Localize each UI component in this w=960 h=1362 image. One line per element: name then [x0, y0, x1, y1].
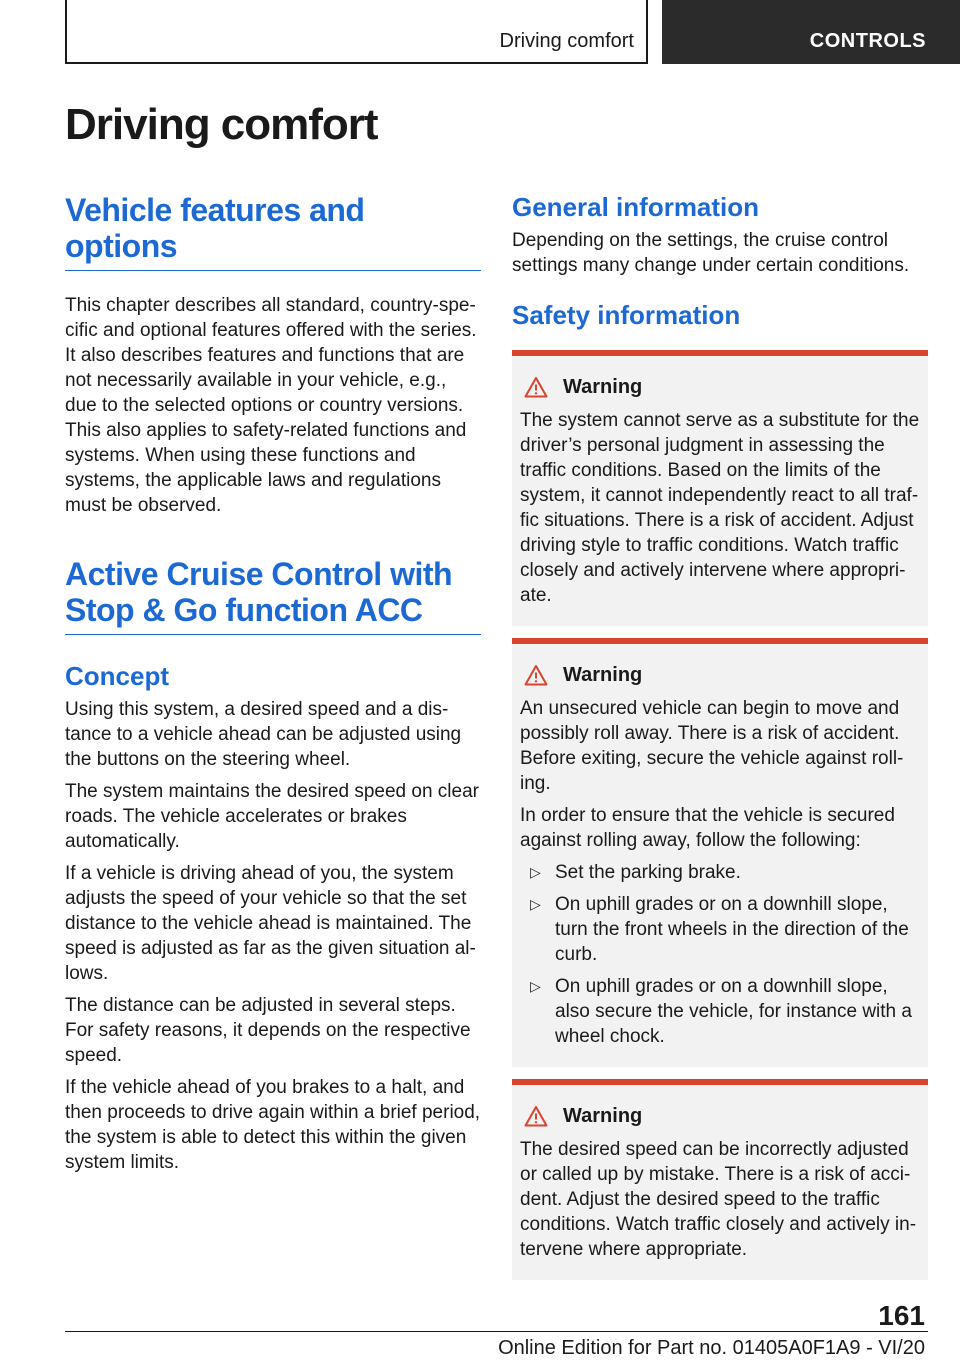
left-column: [65, 192, 481, 1175]
warning-box: [512, 1079, 928, 1280]
safety-heading: Safety information: [512, 300, 741, 330]
warning-text: The system cannot serve as a substitute for the driver’s personal judgment in assessing the traffic conditions. Based on the limits of the system, it cannot independently react to all traffic situations. There is a risk of accident. Adjust driving style to traffic conditions. Watch traffic closely and actively intervene where appropriate.: [520, 410, 920, 606]
acc-heading: Active Cruise Control with Stop & Go function ACC: [65, 556, 481, 635]
warning-box: [512, 638, 928, 1067]
concept-heading: Concept: [65, 661, 169, 691]
features-heading: Vehicle features and options: [65, 192, 481, 271]
warning-title: Warning: [563, 375, 643, 398]
concept-paragraph: The distance can be adjusted in several steps. For safety reasons, it depends on the respective speed.: [65, 995, 471, 1066]
page-number: 161: [878, 1300, 925, 1331]
warning-text-secondary: In order to ensure that the vehicle is secured against rolling away, follow the following:: [520, 805, 895, 851]
bullet-item: [520, 860, 920, 885]
header-section-tab: [65, 0, 648, 64]
general-text: Depending on the settings, the cruise control settings many change under certain conditions.: [512, 230, 910, 276]
right-column: [512, 192, 928, 1280]
bullet-triangle-icon: ▷: [530, 896, 541, 912]
general-heading: General information: [512, 192, 760, 222]
header-section-label: Driving comfort: [499, 30, 634, 52]
header-chapter-tab: [662, 0, 960, 64]
features-text: This chapter describes all standard, country-specific and optional features offered with the series. It also describes features and functions that are not necessarily available in your vehicle, e.g., due to the selected options or country versions. This also applies to safety-related functions and systems. When using these functions and systems, the applicable laws and regulations must be observed.: [65, 295, 477, 516]
warning-box: [512, 350, 928, 626]
bullet-text: On uphill grades or on a downhill slope, turn the front wheels in the direction of the curb.: [555, 894, 909, 965]
bullet-text: On uphill grades or on a downhill slope, also secure the vehicle, for instance with a wheel chock.: [555, 976, 912, 1047]
warning-triangle-icon: [524, 664, 548, 686]
bullet-text: Set the parking brake.: [555, 862, 741, 883]
warning-triangle-icon: [524, 376, 548, 398]
concept-paragraph: The system maintains the desired speed on clear roads. The vehicle accelerates or brakes automatically.: [65, 781, 479, 852]
warning-triangle-icon: [524, 1105, 548, 1127]
page-title: Driving comfort: [65, 100, 378, 149]
bullet-item: [520, 974, 920, 1049]
footer-edition: Online Edition for Part no. 01405A0F1A9 - VI/20: [498, 1337, 925, 1359]
concept-paragraph: If the vehicle ahead of you brakes to a halt, and then proceeds to drive again within a brief period, the system is able to detect this within the given system limits.: [65, 1077, 481, 1173]
warning-text: An unsecured vehicle can begin to move and possibly roll away. There is a risk of accident. Before exiting, secure the vehicle against rolling.: [520, 698, 904, 794]
header-chapter-label: CONTROLS: [809, 30, 926, 52]
concept-paragraph: Using this system, a desired speed and a distance to a vehicle ahead can be adjusted using the buttons on the steering wheel.: [65, 699, 462, 770]
bullet-triangle-icon: ▷: [530, 864, 541, 880]
footer-rule: [65, 1331, 928, 1332]
warning-text: The desired speed can be incorrectly adjusted or called up by mistake. There is a risk of accident. Adjust the desired speed to the traffic conditions. Watch traffic closely and actively intervene where appropriate.: [520, 1139, 917, 1260]
bullet-triangle-icon: ▷: [530, 978, 541, 994]
warning-title: Warning: [563, 1104, 643, 1127]
concept-paragraph: If a vehicle is driving ahead of you, the system adjusts the speed of your vehicle so that the set distance to the vehicle ahead is maintained. The speed is adjusted as far as the given situation allows.: [65, 863, 476, 984]
bullet-item: [520, 892, 920, 967]
warning-title: Warning: [563, 663, 643, 686]
